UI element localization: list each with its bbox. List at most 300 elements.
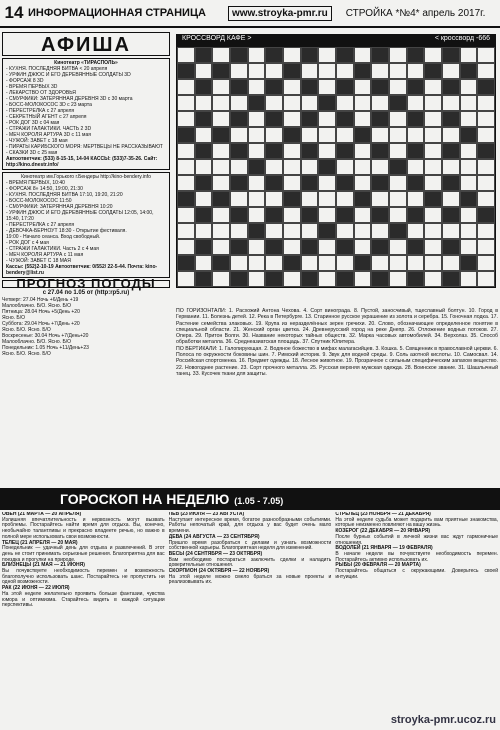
- page-header: [0, 0, 500, 28]
- crossword-cell: [477, 207, 495, 223]
- crossword-cell: [318, 255, 336, 271]
- crossword-cell: [195, 95, 213, 111]
- weather-day: Ясно. Б/О. Ясно. Б/О: [2, 327, 51, 333]
- crossword-cell: [336, 79, 354, 95]
- crossword-cell: [336, 239, 354, 255]
- crossword-cell: [212, 255, 230, 271]
- crossword-cell: [477, 79, 495, 95]
- crossword-cell: [354, 255, 372, 271]
- crossword-cell: [424, 79, 442, 95]
- cinema-tiraspol-block: [2, 58, 170, 170]
- crossword-cell: [248, 47, 266, 63]
- crossword: [176, 34, 496, 288]
- crossword-cell: [318, 207, 336, 223]
- crossword-cell: [265, 111, 283, 127]
- crossword-cell: [248, 207, 266, 223]
- crossword-cell: [460, 95, 478, 111]
- crossword-cell: [195, 63, 213, 79]
- crossword-cell: [354, 79, 372, 95]
- crossword-cell: [212, 271, 230, 287]
- crossword-cell: [477, 143, 495, 159]
- crossword-cell: [177, 175, 195, 191]
- film-item: - ПЕРЕСТРЕЛКА с 27 апреля: [6, 108, 75, 114]
- film-item: - СЕКРЕТНЫЙ АГЕНТ с 27 апреля: [6, 114, 87, 120]
- zodiac-sign-heading: ВЕСЫ (24 СЕНТЯБРЯ — 23 ОКТЯБРЯ): [168, 550, 263, 557]
- crossword-cell: [424, 191, 442, 207]
- crossword-cell: [265, 127, 283, 143]
- crossword-cell: [336, 95, 354, 111]
- film-item: - РОК ДОГ 3D с 04 мая: [6, 120, 60, 126]
- crossword-cell: [248, 159, 266, 175]
- crossword-cell: [354, 47, 372, 63]
- crossword-cell: [195, 175, 213, 191]
- crossword-cell: [477, 95, 495, 111]
- crossword-cell: [248, 175, 266, 191]
- crossword-cell: [354, 159, 372, 175]
- crossword-cell: [424, 271, 442, 287]
- film-item: - ЧУЖОЙ: ЗАВЕТ с 18 мая: [6, 138, 68, 144]
- crossword-cell: [265, 79, 283, 95]
- crossword-cell: [336, 127, 354, 143]
- crossword-cell: [389, 79, 407, 95]
- crossword-cell: [195, 159, 213, 175]
- crossword-cell: [336, 191, 354, 207]
- crossword-cell: [407, 143, 425, 159]
- crossword-cell: [354, 207, 372, 223]
- crossword-cell: [195, 207, 213, 223]
- crossword-cell: [283, 95, 301, 111]
- crossword-cell: [283, 111, 301, 127]
- crossword-cell: [460, 175, 478, 191]
- crossword-cell: [442, 175, 460, 191]
- crossword-cell: [177, 95, 195, 111]
- crossword-cell: [301, 63, 319, 79]
- crossword-cell: [336, 271, 354, 287]
- horoscope-banner: [0, 488, 500, 510]
- crossword-cell: [354, 127, 372, 143]
- film-item: - ВРЕМЯ ПЕРВЫХ 3D: [6, 84, 58, 90]
- crossword-cell: [460, 271, 478, 287]
- crossword-cell: [389, 127, 407, 143]
- crossword-cell: [407, 95, 425, 111]
- crossword-cell: [301, 191, 319, 207]
- zodiac-sign-heading: РАК (22 ИЮНЯ — 22 ИЮЛЯ): [2, 585, 70, 592]
- film-item: - СТРАЖИ ГАЛАКТИКИ. ЧАСТЬ 2 3D: [6, 126, 92, 132]
- cinema-name: Кинотеатр им.Горького г.Бендеры http://kino-bendery.info: [21, 174, 151, 180]
- crossword-cell: [477, 175, 495, 191]
- crossword-cell: [265, 191, 283, 207]
- crossword-cell: [442, 111, 460, 127]
- film-item: - СКАЗКИ 3D с 25 мая: [6, 150, 58, 156]
- zodiac-forecast: На этой неделе желательно проявить больше фантазии, чувства юмора и оптимизма. Старайтесь видеть в каждой ситуации перспективы.: [2, 590, 165, 609]
- zodiac-sign-heading: КОЗЕРОГ (22 ДЕКАБРЯ — 20 ЯНВАРЯ): [335, 528, 431, 535]
- crossword-cell: [318, 95, 336, 111]
- crossword-cell: [318, 143, 336, 159]
- crossword-cell: [230, 143, 248, 159]
- crossword-cell: [389, 47, 407, 63]
- crossword-cell: [424, 143, 442, 159]
- clues-down: ПО ВЕРТИКАЛИ: 1. Галопирующая. 2. Водяное божество в мифах малагасийцев. 3. Кошка. 5. Священник в православной церкви. 6. Полоса по окружности боковины шин. 7. Римский историк. 9. Звук для водной среды. 9. Соль азотной кислоты. 10. Самосвал. 14. Российская спортсменка. 16. Предмет одежды. 18. Лесное животное. 19. Прозрачное с сильным специфическим запахом вещество. 22. Новогоднее растение. 23. Сорт прочного металла. 25. Русская верхняя мужская одежда. 28. Воинское звание. 31. Шашлычный танец. 33. Кусочек ткани для защиты.: [176, 345, 498, 377]
- zodiac-forecast: В начале недели вы почувствуете необходимость перемен. Постарайтесь активно использовать их.: [335, 550, 499, 563]
- crossword-cell: [177, 191, 195, 207]
- crossword-cell: [389, 271, 407, 287]
- crossword-cell: [265, 47, 283, 63]
- crossword-cell: [354, 175, 372, 191]
- crossword-cell: [336, 159, 354, 175]
- crossword-cell: [283, 63, 301, 79]
- crossword-cell: [177, 159, 195, 175]
- crossword-cell: [477, 127, 495, 143]
- crossword-cell: [354, 143, 372, 159]
- section-title: ИНФОРМАЦИОННАЯ СТРАНИЦА: [28, 7, 206, 19]
- zodiac-forecast: Излишняя впечатлительность и нервозность могут вызвать проблемы. Постарайтесь найти время для отдыха. Вы, конечно, необычайно талантливы и прекрасно владеете речью, но важно в полной мере использовать свои возможности.: [2, 516, 165, 540]
- cinema-contacts: Кассы: (552)2-10-19 Автоответчик: 0/552/ 22-5-44. Почта: kino-bendery@list.ru: [6, 264, 158, 276]
- film-item: - ПИРАТЫ КАРИБСКОГО МОРЯ: МЕРТВЕЦЫ НЕ РАССКАЗЫВАЮТ: [6, 144, 163, 150]
- crossword-cell: [195, 47, 213, 63]
- crossword-cell: [477, 223, 495, 239]
- weather-title: ПРОГНОЗ ПОГОДЫ: [2, 280, 170, 288]
- crossword-cell: [407, 271, 425, 287]
- crossword-cell: [460, 223, 478, 239]
- crossword-cell: [283, 271, 301, 287]
- crossword-header: [176, 34, 496, 46]
- crossword-cell: [336, 111, 354, 127]
- crossword-cell: [336, 47, 354, 63]
- zodiac-forecast: На этой неделе можно смело браться за новые проекты и реализовывать их.: [168, 573, 332, 586]
- crossword-cell: [177, 79, 195, 95]
- crossword-cell: [283, 239, 301, 255]
- crossword-cell: [424, 207, 442, 223]
- watermark: stroyka-pmr.ucoz.ru: [390, 714, 496, 726]
- film-item: - МЕЧ КОРОЛЯ АРТУРА 3D с 11 мая: [6, 132, 91, 138]
- crossword-cell: [195, 255, 213, 271]
- crossword-cell: [371, 63, 389, 79]
- crossword-cell: [230, 207, 248, 223]
- crossword-cell: [283, 255, 301, 271]
- crossword-cell: [248, 271, 266, 287]
- weather-subtitle: с 27.04 по 1.05 от (http:rp5.ru): [42, 290, 130, 296]
- crossword-cell: [407, 63, 425, 79]
- crossword-cell: [301, 143, 319, 159]
- crossword-cell: [301, 79, 319, 95]
- crossword-cell: [371, 239, 389, 255]
- crossword-cell: [265, 175, 283, 191]
- crossword-cell: [442, 95, 460, 111]
- crossword-cell: [230, 271, 248, 287]
- crossword-cell: [442, 207, 460, 223]
- crossword-cell: [301, 175, 319, 191]
- crossword-cell: [354, 239, 372, 255]
- crossword-cell: [230, 47, 248, 63]
- crossword-cell: [460, 255, 478, 271]
- crossword-cell: [248, 79, 266, 95]
- crossword-cell: [195, 111, 213, 127]
- crossword-cell: [212, 79, 230, 95]
- crossword-cell: [424, 63, 442, 79]
- crossword-cell: [424, 175, 442, 191]
- crossword-cell: [371, 127, 389, 143]
- crossword-cell: [460, 239, 478, 255]
- weather-day: Воскресенье: 30.04 Ночь +7/День+20: [2, 333, 89, 339]
- crossword-cell: [460, 143, 478, 159]
- weather-day: Пятница: 28.04 Ночь +5/День +20: [2, 309, 80, 315]
- cinema-name: Кинотеатр «ТИРАСПОЛЬ»: [54, 60, 118, 66]
- crossword-cell: [407, 255, 425, 271]
- crossword-cell: [354, 111, 372, 127]
- crossword-cell: [195, 127, 213, 143]
- crossword-cell: [301, 47, 319, 63]
- weather-day: Суббота: 29.04 Ночь +7/День +20: [2, 321, 80, 327]
- crossword-cell: [248, 111, 266, 127]
- crossword-cell: [407, 207, 425, 223]
- zodiac-sign-heading: БЛИЗНЕЦЫ (21 МАЯ — 21 ИЮНЯ): [2, 562, 85, 569]
- zodiac-sign-heading: ТЕЛЕЦ (21 АПРЕЛЯ — 20 МАЯ): [2, 539, 78, 546]
- crossword-cell: [212, 207, 230, 223]
- crossword-cell: [336, 255, 354, 271]
- crossword-cell: [407, 47, 425, 63]
- crossword-cell: [212, 95, 230, 111]
- crossword-cell: [230, 79, 248, 95]
- crossword-cell: [301, 127, 319, 143]
- crossword-cell: [460, 159, 478, 175]
- crossword-cell: [477, 255, 495, 271]
- crossword-cell: [248, 143, 266, 159]
- crossword-cell: [265, 271, 283, 287]
- crossword-cell: [265, 255, 283, 271]
- crossword-cell: [283, 143, 301, 159]
- crossword-cell: [177, 255, 195, 271]
- crossword-cell: [265, 239, 283, 255]
- weather-day: Ясно. Б/О: [2, 315, 25, 321]
- crossword-cell: [336, 143, 354, 159]
- crossword-cell: [318, 223, 336, 239]
- crossword-cell: [230, 95, 248, 111]
- crossword-cell: [371, 175, 389, 191]
- crossword-cell: [407, 111, 425, 127]
- horoscope-column: [335, 512, 498, 727]
- crossword-cell: [442, 255, 460, 271]
- crossword-cell: [442, 271, 460, 287]
- crossword-cell: [212, 239, 230, 255]
- crossword-cell: [354, 191, 372, 207]
- crossword-cell: [283, 79, 301, 95]
- crossword-cell: [477, 47, 495, 63]
- crossword-cell: [230, 127, 248, 143]
- zodiac-sign-heading: ОВЕН (21 МАРТА — 20 АПРЕЛЯ): [2, 512, 82, 517]
- horoscope-column: [169, 512, 332, 727]
- crossword-cell: [248, 223, 266, 239]
- crossword-cell: [371, 271, 389, 287]
- zodiac-forecast: Понедельник — удачный день для отдыха и развлечений. В этот день не стоит принимать серьезные решения. Благоприятна для вас поездка и прогулки на природе.: [2, 545, 165, 563]
- crossword-clues: [176, 308, 498, 377]
- crossword-cell: [177, 143, 195, 159]
- crossword-cell: [389, 255, 407, 271]
- crossword-cell: [389, 95, 407, 111]
- crossword-cell: [230, 239, 248, 255]
- crossword-cell: [177, 271, 195, 287]
- crossword-cell: [336, 207, 354, 223]
- crossword-cell: [371, 255, 389, 271]
- zodiac-sign-heading: СКОРПИОН (24 ОКТЯБРЯ — 22 НОЯБРЯ): [168, 568, 270, 575]
- crossword-cell: [424, 239, 442, 255]
- film-item: - КУХНЯ. ПОСЛЕДНЯЯ БИТВА 17:10, 19:20, 21:20: [6, 192, 123, 198]
- crossword-cell: [230, 175, 248, 191]
- crossword-cell: [442, 191, 460, 207]
- weather-day: Понедельник: 1.05 Ночь +11/День+23: [2, 345, 89, 351]
- weather-day: Ясно. Б/О. Ясно. Б/О: [2, 351, 51, 357]
- film-item: - ПЕРЕСТРЕЛКА с 27 апреля: [6, 222, 75, 228]
- crossword-cell: [460, 111, 478, 127]
- crossword-cell: [424, 159, 442, 175]
- crossword-cell: [477, 159, 495, 175]
- crossword-cell: [212, 175, 230, 191]
- crossword-cell: [371, 47, 389, 63]
- crossword-cell: [212, 47, 230, 63]
- crossword-cell: [371, 143, 389, 159]
- crossword-cell: [424, 255, 442, 271]
- crossword-cell: [407, 239, 425, 255]
- zodiac-sign-heading: ЛЕВ (23 ИЮЛЯ — 23 АВГУСТА): [168, 512, 245, 517]
- crossword-cell: [389, 111, 407, 127]
- film-item: - ФОРСАЖ 8» 14:50, 19:00, 21:30: [6, 186, 83, 192]
- crossword-cell: [407, 159, 425, 175]
- weather-day: Четверг: 27.04 Ночь +6/День +19: [2, 297, 79, 303]
- crossword-cell: [230, 63, 248, 79]
- crossword-cell: [212, 143, 230, 159]
- crossword-cell: [389, 191, 407, 207]
- crossword-cell: [230, 223, 248, 239]
- crossword-cell: [265, 143, 283, 159]
- crossword-cell: [389, 175, 407, 191]
- film-item: - БОСС-МОЛОКОСОС 3D с 23 марта: [6, 102, 92, 108]
- crossword-cell: [283, 47, 301, 63]
- crossword-cell: [212, 223, 230, 239]
- crossword-cell: [336, 223, 354, 239]
- issue-info: СТРОЙКА *№4* апрель 2017г.: [345, 7, 486, 19]
- film-item: - КУХНЯ. ПОСЛЕДНЯЯ БИТВА < 20 апреля: [6, 66, 108, 72]
- crossword-cell: [477, 191, 495, 207]
- crossword-cell: [283, 223, 301, 239]
- crossword-cell: [301, 271, 319, 287]
- crossword-cell: [301, 255, 319, 271]
- crossword-cell: [354, 271, 372, 287]
- crossword-cell: [460, 127, 478, 143]
- crossword-cell: [248, 255, 266, 271]
- crossword-cell: [212, 159, 230, 175]
- crossword-cell: [177, 47, 195, 63]
- crossword-cell: [177, 239, 195, 255]
- crossword-grid: [176, 46, 496, 288]
- crossword-cell: [407, 79, 425, 95]
- horoscope-column: [2, 512, 165, 727]
- crossword-cell: [318, 239, 336, 255]
- crossword-cell: [212, 63, 230, 79]
- film-list: [6, 180, 166, 264]
- crossword-cell: [424, 111, 442, 127]
- crossword-cell: [318, 79, 336, 95]
- crossword-cell: [424, 47, 442, 63]
- crossword-cell: [230, 191, 248, 207]
- crossword-right-label: < кроссворд -666: [434, 35, 490, 42]
- crossword-cell: [460, 63, 478, 79]
- crossword-cell: [248, 63, 266, 79]
- film-item: - УРФИН ДЖЮС И ЕГО ДЕРЕВЯННЫЕ СОЛДАТЫ 12:05, 14:00, 15:40, 17:20: [6, 210, 154, 222]
- zodiac-forecast: После бурных событий в личной жизни вас ждут гармоничные отношения.: [335, 533, 499, 546]
- page-number: 14: [4, 3, 24, 22]
- crossword-cell: [460, 207, 478, 223]
- crossword-cell: [265, 207, 283, 223]
- crossword-cell: [301, 239, 319, 255]
- crossword-cell: [301, 207, 319, 223]
- crossword-cell: [212, 127, 230, 143]
- crossword-cell: [230, 159, 248, 175]
- film-item: - СМУРФИКИ: ЗАТЕРЯННАЯ ДЕРЕВНЯ 3D с 30 марта: [6, 96, 133, 102]
- zodiac-sign-heading: ВОДОЛЕЙ (21 ЯНВАРЯ — 19 ФЕВРАЛЯ): [335, 545, 433, 552]
- crossword-cell: [442, 239, 460, 255]
- crossword-cell: [265, 95, 283, 111]
- crossword-cell: [301, 111, 319, 127]
- crossword-cell: [442, 127, 460, 143]
- crossword-cell: [477, 271, 495, 287]
- crossword-cell: [407, 175, 425, 191]
- film-item: - РОК ДОГ с 4 мая: [6, 240, 49, 246]
- crossword-cell: [212, 111, 230, 127]
- horoscope-columns: [2, 512, 498, 727]
- crossword-title: КРОССВОРД КАФЕ >: [182, 35, 252, 42]
- crossword-cell: [424, 95, 442, 111]
- crossword-cell: [318, 47, 336, 63]
- crossword-cell: [460, 47, 478, 63]
- crossword-cell: [318, 63, 336, 79]
- zodiac-sign-heading: РЫБЫ (20 ФЕВРАЛЯ — 20 МАРТА): [335, 562, 421, 569]
- film-item: - ДЕВОЧКА-БЕРНОУТ 18:30 - Открытие фестиваля.: [6, 228, 127, 234]
- crossword-cell: [371, 191, 389, 207]
- film-list: [6, 66, 166, 156]
- crossword-cell: [442, 159, 460, 175]
- crossword-cell: [371, 111, 389, 127]
- website-link[interactable]: www.stroyka-pmr.ru: [228, 6, 332, 21]
- crossword-cell: [283, 175, 301, 191]
- crossword-cell: [283, 191, 301, 207]
- clues-across: ПО ГОРИЗОНТАЛИ: 1. Расхожий Антона Чехова. 4. Сорт винограда. 8. Пустой, заносчивый, тщеславный болтун. 10. Город в Германии. 11. Болезнь детей. 12. Река в Петербурге. 13. Старинное русское украшение из золота и серебра. 15. Гоночная лодка. 17. Растение семейства злаковых. 19. Крупа из неразделённых зерен гречихи. 20. Слово, обозначающее определенное понятие в специальной области. 21. Женский орган цветка. 24. Древнерусский город на реке Днепр. 26. Отложение водных потоков. 27. Опера. 29. Притон Волги. 30. Название некоторых тайных обществ. 32. Марка часовых автомобилей. 34. Верхолаз. 35. Способ обработки металла. 36. Среднеазиатская площадь. 37. Спутник Юпитера.: [176, 308, 498, 346]
- crossword-cell: [389, 223, 407, 239]
- crossword-cell: [442, 223, 460, 239]
- crossword-cell: [230, 111, 248, 127]
- crossword-cell: [283, 207, 301, 223]
- crossword-cell: [442, 63, 460, 79]
- afisha-column: [2, 32, 170, 472]
- crossword-cell: [248, 191, 266, 207]
- crossword-cell: [265, 63, 283, 79]
- crossword-cell: [442, 143, 460, 159]
- crossword-cell: [248, 95, 266, 111]
- zodiac-forecast: На этой неделе судьба может подарить вам приятные знакомства, которые неизменно повлияют на вашу жизнь.: [335, 516, 499, 529]
- crossword-cell: [371, 207, 389, 223]
- zodiac-sign-heading: ДЕВА (24 АВГУСТА — 23 СЕНТЯБРЯ): [168, 533, 260, 540]
- film-item: - ЛЕКАРСТВО ОТ ЗДОРОВЬЯ: [6, 90, 76, 96]
- crossword-cell: [177, 127, 195, 143]
- crossword-cell: [177, 207, 195, 223]
- crossword-cell: [195, 191, 213, 207]
- crossword-cell: [195, 223, 213, 239]
- zodiac-forecast: Вы почувствуете необходимость перемен и возможность благополучно использовать шанс. Постарайтесь не пропустить ни одной возможности.: [2, 568, 165, 586]
- film-item: - БОСС-МОЛОКОСОС 11:50: [6, 198, 72, 204]
- crossword-cell: [354, 223, 372, 239]
- crossword-cell: [389, 143, 407, 159]
- zodiac-forecast: Постарайтесь общаться с окружающими. Доверьтесь своей интуиции.: [335, 568, 499, 580]
- film-item: - СТРАЖИ ГАЛАКТИКИ. Часть 2 с 4 мая: [6, 246, 99, 252]
- crossword-cell: [389, 159, 407, 175]
